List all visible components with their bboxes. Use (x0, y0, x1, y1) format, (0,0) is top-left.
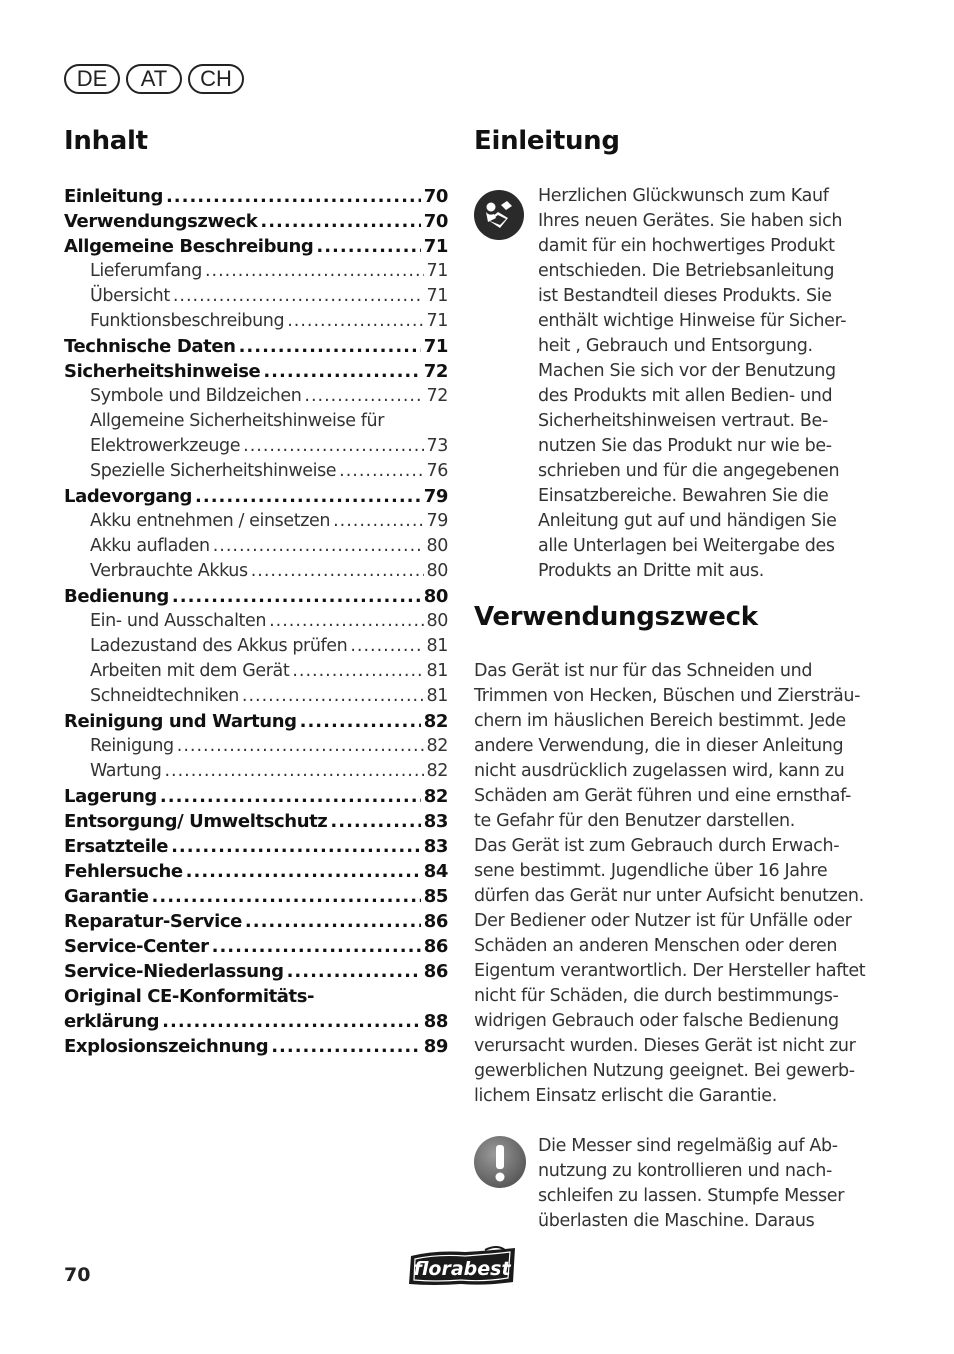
toc-leader-dots (269, 609, 423, 634)
toc-entry (64, 259, 448, 284)
toc-entry (64, 609, 448, 634)
toc-entry-label: Akku aufladen (90, 536, 210, 556)
toc-entry-page: 88 (423, 1011, 448, 1032)
toc-entry-label: Verwendungszweck (64, 211, 258, 232)
toc-entry-page: 83 (423, 811, 448, 832)
toc-leader-dots (205, 259, 424, 284)
toc-entry-label: Funktionsbeschreibung (90, 311, 285, 331)
toc-leader-dots (263, 359, 420, 384)
toc-entry-label: Service-Center (64, 936, 209, 957)
toc-entry-label: Allgemeine Beschreibung (64, 236, 314, 257)
toc-leader-dots (271, 1034, 421, 1059)
toc-entry-label: Übersicht (90, 286, 170, 306)
toc-leader-dots (166, 184, 421, 209)
toc-leader-dots (242, 684, 424, 709)
toc-leader-dots (245, 909, 421, 934)
toc-entry-page: 80 (426, 536, 448, 556)
toc-entry (64, 659, 448, 684)
toc-entry-page: 79 (426, 511, 448, 531)
verwendungszweck-text: Das Gerät ist nur für das Schneiden und Trimmen von Hecken, Büschen und Ziersträu- chern im häuslichen Bereich bestimmt. Jede andere Verwendung, die in dieser Anleitung nicht ausdrücklich zugelassen wird, kann zu Schäden am Gerät führen und eine ernsthaf- te Gefahr für den Benutzer darstellen. Das Gerät ist zum Gebrauch durch Erwach- sene bestimmt. Jugendliche über 16 Jahre dürfen das Gerät nur unter Aufsicht benutzen. Der Bediener oder Nutzer ist für Unfälle oder Schäden an anderen Menschen oder deren Eigentum verantwortlich. Der Hersteller haftet nicht für Schäden, die durch bestimmungs- widrigen Gebrauch oder falsche Bedienung verursacht wurden. Dieses Gerät ist nicht zur gewerblichen Nutzung geeignet. Bei gewerb- lichem Einsatz erlischt die Garantie. (474, 661, 866, 1106)
toc-entry (64, 684, 448, 709)
toc-entry-label: erklärung (64, 1011, 160, 1032)
toc-entry-page: 82 (423, 786, 448, 807)
toc-leader-dots (292, 659, 423, 684)
toc-entry-page: 80 (423, 586, 448, 607)
einleitung-text: Herzlichen Glückwunsch zum Kauf Ihres neuen Gerätes. Sie haben sich damit für ein hochwertiges Produkt entschieden. Die Betriebsanleitung ist Bestandteil dieses Produkts. Sie enthält wichtige Hinweise für Sicher- heit , Gebrauch und Entsorgung. Machen Sie sich vor der Benutzung des Produkts mit allen Bedien- und Sicherheitshinweisen vertraut. Be- nutzen Sie das Produkt nur wie be- schrieben und für die angegebenen Einsatzbereiche. Bewahren Sie die Anleitung gut auf und händigen Sie alle Unterlagen bei Weitergabe des Produkts an Dritte mit aus. (538, 186, 847, 581)
toc-entry-page: 84 (423, 861, 448, 882)
toc-leader-dots (251, 559, 424, 584)
toc-entry (64, 784, 448, 809)
toc-entry-label: Bedienung (64, 586, 169, 607)
toc-entry-label: Fehlersuche (64, 861, 183, 882)
toc-entry-label: Wartung (90, 761, 162, 781)
toc-entry (64, 309, 448, 334)
toc-entry-label: Reinigung und Wartung (64, 711, 297, 732)
toc-entry (64, 359, 448, 384)
toc-entry-page: 71 (426, 311, 448, 331)
toc-entry (64, 434, 448, 459)
toc-leader-dots (287, 959, 421, 984)
toc-entry (64, 459, 448, 484)
toc-entry-label: Reparatur-Service (64, 911, 242, 932)
toc-entry-page: 80 (426, 611, 448, 631)
toc-leader-dots (186, 859, 421, 884)
toc-entry (64, 284, 448, 309)
toc-entry-label: Reinigung (90, 736, 174, 756)
toc-entry (64, 484, 448, 509)
lang-badge-at: AT (126, 64, 182, 94)
toc-entry-label: Lagerung (64, 786, 157, 807)
toc-entry (64, 809, 448, 834)
toc-entry-label: Ladezustand des Akkus prüfen (90, 636, 348, 656)
toc-entry-page: 71 (426, 261, 448, 281)
toc-leader-dots (239, 334, 421, 359)
toc-leader-dots (304, 384, 423, 409)
toc-entry-label: Akku entnehmen / einsetzen (90, 511, 331, 531)
page-number: 70 (64, 1264, 91, 1286)
toc-entry (64, 909, 448, 934)
toc-leader-dots (316, 234, 420, 259)
toc-leader-dots (330, 809, 420, 834)
toc-leader-dots (164, 759, 423, 784)
warning-text: Die Messer sind regelmäßig auf Ab- nutzung zu kontrollieren und nach- schleifen zu lassen. Stumpfe Messer überlasten die Maschine. Daraus (538, 1136, 845, 1231)
toc-entry-page: 86 (423, 911, 448, 932)
exclamation-warning-icon (474, 1136, 526, 1188)
toc-entry (64, 709, 448, 734)
toc-entry-label: Ersatzteile (64, 836, 169, 857)
toc-entry (64, 759, 448, 784)
einleitung-heading: Einleitung (474, 126, 620, 156)
toc-entry-label: Garantie (64, 886, 149, 907)
toc-leader-dots (287, 309, 423, 334)
toc-entry (64, 234, 448, 259)
toc-entry (64, 1009, 448, 1034)
toc-leader-dots (213, 534, 424, 559)
toc-entry (64, 984, 448, 1009)
verwendungszweck-heading: Verwendungszweck (474, 602, 758, 632)
toc-entry-label: Ladevorgang (64, 486, 193, 507)
toc-leader-dots (195, 484, 421, 509)
lang-badge-de: DE (64, 64, 120, 94)
brand-name: florabest (413, 1258, 511, 1280)
toc-entry-page: 82 (423, 711, 448, 732)
toc-entry-page: 70 (423, 186, 448, 207)
toc-entry-page: 86 (423, 961, 448, 982)
toc-entry-page: 85 (423, 886, 448, 907)
toc-leader-dots (160, 784, 421, 809)
toc-leader-dots (350, 634, 423, 659)
toc-entry-page: 81 (426, 686, 448, 706)
toc-entry-label: Einleitung (64, 186, 163, 207)
toc-entry-page: 72 (426, 386, 448, 406)
toc-entry (64, 934, 448, 959)
toc-entry-page: 80 (426, 561, 448, 581)
toc-entry-page: 71 (426, 286, 448, 306)
toc-entry-page: 82 (426, 736, 448, 756)
toc-entry-label: Allgemeine Sicherheitshinweise für (90, 411, 384, 431)
toc-entry-page: 86 (423, 936, 448, 957)
toc-entry (64, 509, 448, 534)
toc-entry (64, 209, 448, 234)
toc-entry (64, 834, 448, 859)
toc-entry-page: 76 (426, 461, 448, 481)
toc-entry-label: Explosionszeichnung (64, 1036, 269, 1057)
toc-entry-label: Technische Daten (64, 336, 236, 357)
toc-entry (64, 409, 448, 434)
toc-entry-label: Sicherheitshinweise (64, 361, 261, 382)
toc-entry-page: 73 (426, 436, 448, 456)
toc-entry-page: 72 (423, 361, 448, 382)
toc-entry (64, 184, 448, 209)
toc-entry-page: 82 (426, 761, 448, 781)
toc-entry (64, 559, 448, 584)
toc-entry (64, 959, 448, 984)
toc-entry-page: 81 (426, 636, 448, 656)
toc-entry (64, 1034, 448, 1059)
toc-entry-page: 83 (423, 836, 448, 857)
toc-entry-page: 70 (423, 211, 448, 232)
toc-leader-dots (212, 934, 421, 959)
toc-entry-page: 71 (423, 236, 448, 257)
toc-entry-label: Entsorgung/ Umweltschutz (64, 811, 328, 832)
toc-entry (64, 334, 448, 359)
toc-entry (64, 634, 448, 659)
florabest-logo (405, 1246, 519, 1288)
language-badges (64, 64, 244, 94)
toc-leader-dots (172, 584, 421, 609)
toc-entry-page: 81 (426, 661, 448, 681)
toc-leader-dots (333, 509, 423, 534)
toc-leader-dots (260, 209, 420, 234)
toc-entry (64, 884, 448, 909)
toc-leader-dots (300, 709, 421, 734)
toc-entry (64, 384, 448, 409)
toc-leader-dots (162, 1009, 421, 1034)
toc-entry-label: Verbrauchte Akkus (90, 561, 248, 581)
table-of-contents (64, 184, 448, 1059)
read-manual-icon (474, 190, 524, 240)
toc-leader-dots (177, 734, 424, 759)
toc-entry-page: 89 (423, 1036, 448, 1057)
toc-entry-label: Ein- und Ausschalten (90, 611, 267, 631)
toc-title: Inhalt (64, 126, 148, 156)
lang-badge-ch: CH (188, 64, 244, 94)
toc-entry-page: 71 (423, 336, 448, 357)
toc-entry (64, 584, 448, 609)
toc-entry-label: Arbeiten mit dem Gerät (90, 661, 290, 681)
toc-entry-label: Lieferumfang (90, 261, 202, 281)
toc-leader-dots (243, 434, 423, 459)
toc-entry-label: Schneidtechniken (90, 686, 239, 706)
toc-entry-label: Elektrowerkzeuge (90, 436, 241, 456)
toc-entry-label: Service-Niederlassung (64, 961, 284, 982)
toc-leader-dots (152, 884, 421, 909)
toc-leader-dots (173, 284, 424, 309)
toc-entry (64, 734, 448, 759)
toc-entry (64, 859, 448, 884)
toc-entry (64, 534, 448, 559)
toc-entry-label: Original CE-Konformitäts- (64, 986, 315, 1007)
toc-leader-dots (171, 834, 421, 859)
toc-entry-label: Symbole und Bildzeichen (90, 386, 302, 406)
toc-entry-label: Spezielle Sicherheitshinweise (90, 461, 337, 481)
toc-entry-page: 79 (423, 486, 448, 507)
toc-leader-dots (339, 459, 423, 484)
